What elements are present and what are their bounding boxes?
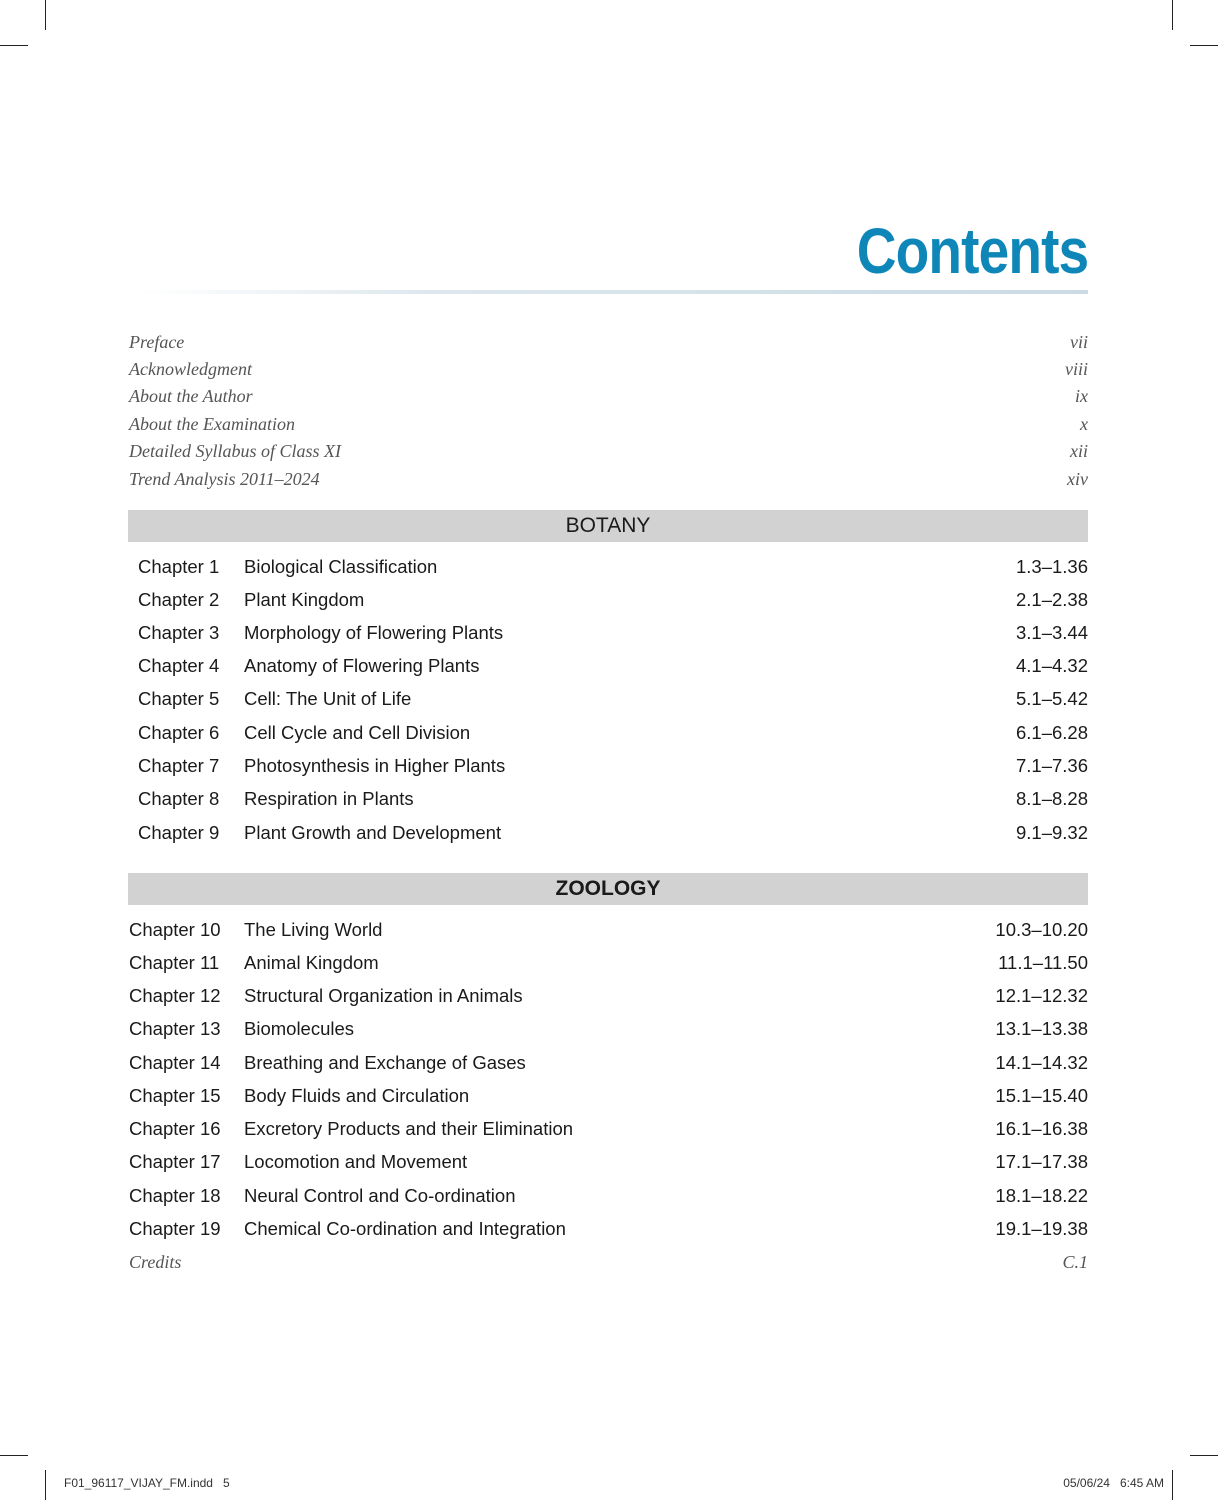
chapter-row — [129, 649, 1088, 682]
chapter-row — [129, 1179, 1088, 1212]
chapter-row — [129, 749, 1088, 782]
chapter-row — [129, 1079, 1088, 1112]
chapter-number: Chapter 14 — [129, 1051, 221, 1073]
chapter-row — [129, 782, 1088, 815]
chapter-row — [129, 913, 1088, 946]
chapter-pages: 19.1–19.38 — [995, 1217, 1088, 1239]
chapter-row — [129, 716, 1088, 749]
front-matter-item — [129, 466, 1088, 493]
chapter-number: Chapter 16 — [129, 1117, 221, 1139]
chapter-number: Chapter 8 — [138, 787, 220, 809]
chapter-pages: 13.1–13.38 — [995, 1017, 1088, 1039]
section-heading-botany: BOTANY — [128, 510, 1088, 542]
chapter-number: Chapter 1 — [138, 555, 220, 577]
front-matter-item — [129, 383, 1088, 410]
chapter-row — [129, 616, 1088, 649]
chapter-title: Locomotion and Movement — [244, 1150, 468, 1172]
chapter-row — [129, 1145, 1088, 1178]
chapter-number: Chapter 3 — [138, 621, 220, 643]
front-matter-page: ix — [1075, 386, 1088, 406]
front-matter-item — [129, 411, 1088, 438]
chapter-pages: 3.1–3.44 — [1015, 621, 1088, 643]
front-matter-page: x — [1080, 414, 1088, 434]
chapter-pages: 16.1–16.38 — [995, 1117, 1088, 1139]
credits-item — [129, 1249, 1088, 1276]
chapter-pages: 8.1–8.28 — [1015, 787, 1088, 809]
chapter-number: Chapter 6 — [138, 721, 220, 743]
page-title: Contents — [856, 215, 1088, 287]
credits-page: C.1 — [1062, 1252, 1088, 1272]
chapter-title: Structural Organization in Animals — [244, 984, 523, 1006]
chapter-row — [129, 946, 1088, 979]
credits-label: Credits — [129, 1252, 182, 1272]
chapter-number: Chapter 12 — [129, 984, 221, 1006]
chapter-title: Anatomy of Flowering Plants — [244, 654, 480, 676]
front-matter-label: About the Author — [129, 386, 253, 406]
chapter-title: Animal Kingdom — [244, 951, 379, 973]
section-heading-zoology: ZOOLOGY — [128, 873, 1088, 905]
chapter-number: Chapter 5 — [138, 687, 220, 709]
crop-mark — [45, 1470, 46, 1500]
chapter-number: Chapter 13 — [129, 1017, 221, 1039]
crop-mark — [45, 0, 46, 30]
crop-mark — [1172, 1470, 1173, 1500]
front-matter-page: vii — [1070, 332, 1088, 352]
front-matter-page: xii — [1070, 441, 1088, 461]
chapter-pages: 6.1–6.28 — [1015, 721, 1088, 743]
front-matter-label: Preface — [129, 332, 185, 352]
chapter-row — [129, 979, 1088, 1012]
chapter-number: Chapter 18 — [129, 1184, 221, 1206]
chapter-row — [129, 1212, 1088, 1245]
chapter-pages: 18.1–18.22 — [995, 1184, 1088, 1206]
front-matter-label: Trend Analysis 2011–2024 — [129, 469, 320, 489]
chapter-title: Biomolecules — [244, 1017, 355, 1039]
crop-mark — [0, 1455, 28, 1456]
crop-mark — [1190, 45, 1218, 46]
crop-mark — [1190, 1455, 1218, 1456]
chapter-number: Chapter 7 — [138, 754, 220, 776]
front-matter-label: Acknowledgment — [129, 359, 252, 379]
chapter-pages: 17.1–17.38 — [995, 1150, 1088, 1172]
chapter-number: Chapter 19 — [129, 1217, 221, 1239]
chapter-pages: 5.1–5.42 — [1015, 687, 1088, 709]
crop-mark — [0, 45, 28, 46]
chapter-number: Chapter 11 — [129, 951, 220, 973]
chapter-title: Cell Cycle and Cell Division — [244, 721, 471, 743]
front-matter-page: xiv — [1067, 469, 1088, 489]
chapter-title: Plant Kingdom — [244, 588, 365, 610]
chapter-pages: 2.1–2.38 — [1015, 588, 1088, 610]
chapter-title: Neural Control and Co-ordination — [244, 1184, 516, 1206]
chapter-row — [129, 583, 1088, 616]
chapter-pages: 1.3–1.36 — [1015, 555, 1088, 577]
chapter-row — [129, 1012, 1088, 1045]
front-matter-label: Detailed Syllabus of Class XI — [129, 441, 341, 461]
chapter-title: Excretory Products and their Elimination — [244, 1117, 574, 1139]
chapter-title: Respiration in Plants — [244, 787, 414, 809]
chapter-title: Biological Classification — [244, 555, 438, 577]
front-matter-item — [129, 356, 1088, 383]
chapter-title: Body Fluids and Circulation — [244, 1084, 470, 1106]
chapter-title: Breathing and Exchange of Gases — [244, 1051, 526, 1073]
chapter-row — [129, 682, 1088, 715]
slug-timestamp: 05/06/24 6:45 AM — [1063, 1476, 1164, 1490]
chapter-title: Photosynthesis in Higher Plants — [244, 754, 506, 776]
chapter-pages: 9.1–9.32 — [1015, 821, 1088, 843]
crop-mark — [1172, 0, 1173, 30]
chapter-title: Cell: The Unit of Life — [244, 687, 412, 709]
chapter-pages: 15.1–15.40 — [995, 1084, 1088, 1106]
front-matter-item — [129, 438, 1088, 465]
chapter-number: Chapter 2 — [138, 588, 220, 610]
chapter-row — [129, 550, 1088, 583]
front-matter-label: About the Examination — [129, 414, 295, 434]
chapter-title: Morphology of Flowering Plants — [244, 621, 504, 643]
chapter-row — [129, 1046, 1088, 1079]
chapter-title: The Living World — [244, 918, 383, 940]
front-matter-page: viii — [1065, 359, 1088, 379]
chapter-number: Chapter 15 — [129, 1084, 221, 1106]
chapter-row — [129, 816, 1088, 849]
chapter-row — [129, 1112, 1088, 1145]
chapter-pages: 10.3–10.20 — [995, 918, 1088, 940]
chapter-pages: 11.1–11.50 — [998, 951, 1088, 973]
chapter-pages: 14.1–14.32 — [995, 1051, 1088, 1073]
chapter-title: Plant Growth and Development — [244, 821, 502, 843]
chapter-pages: 12.1–12.32 — [995, 984, 1088, 1006]
chapter-title: Chemical Co-ordination and Integration — [244, 1217, 566, 1239]
chapter-pages: 7.1–7.36 — [1015, 754, 1088, 776]
chapter-number: Chapter 4 — [138, 654, 220, 676]
chapter-number: Chapter 17 — [129, 1150, 221, 1172]
slug-filename: F01_96117_VIJAY_FM.indd 5 — [64, 1476, 230, 1490]
chapter-pages: 4.1–4.32 — [1015, 654, 1088, 676]
title-underline — [140, 290, 1088, 294]
chapter-number: Chapter 9 — [138, 821, 220, 843]
chapter-number: Chapter 10 — [129, 918, 221, 940]
front-matter-item — [129, 329, 1088, 356]
